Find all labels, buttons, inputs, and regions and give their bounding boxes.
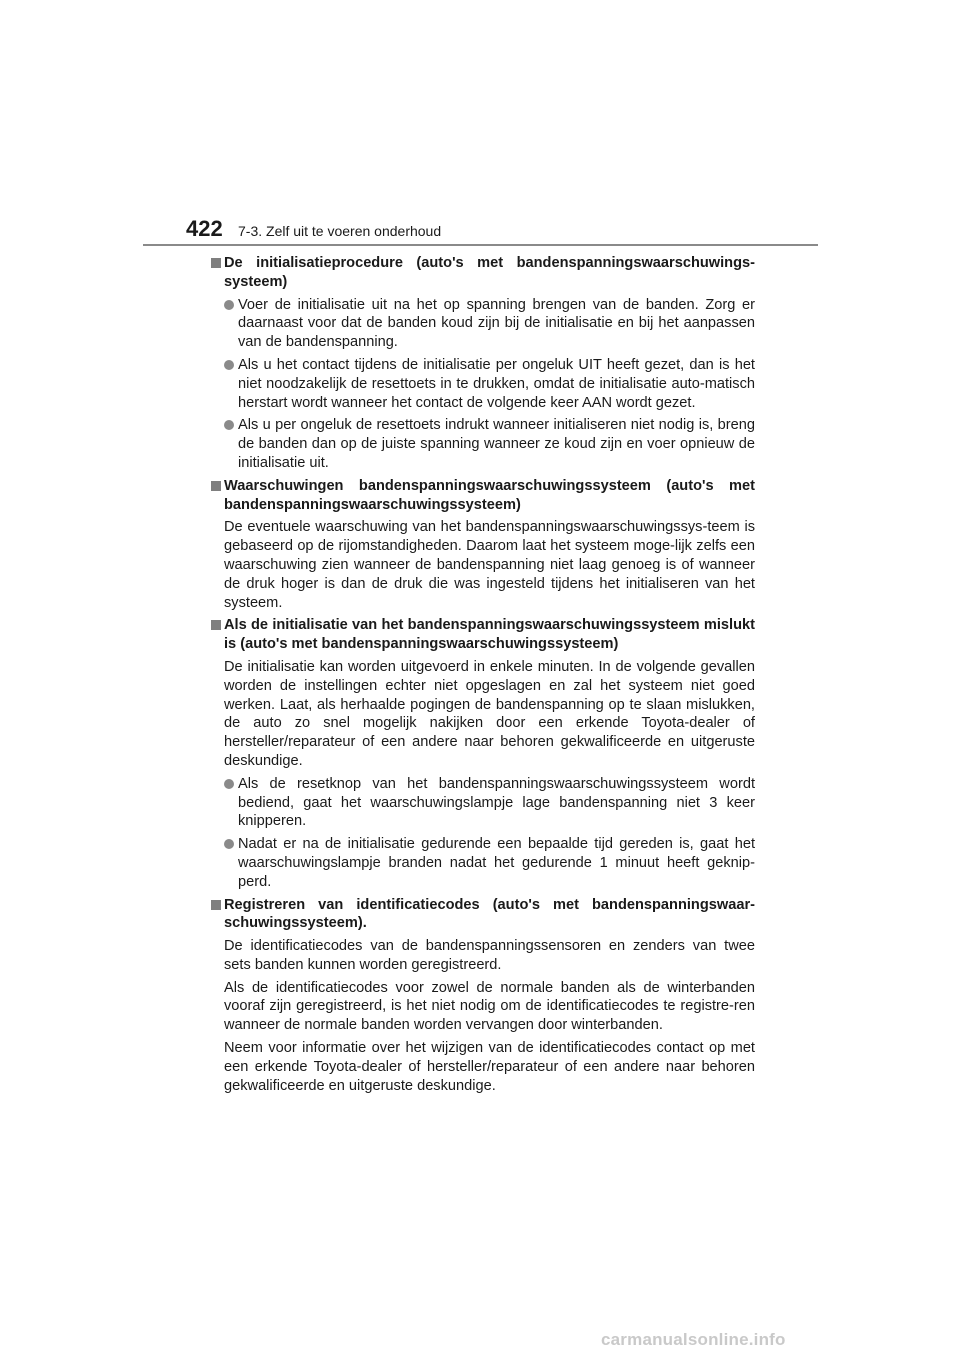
list-item	[224, 775, 755, 831]
round-bullet-icon	[224, 779, 234, 789]
page-number: 422	[186, 216, 223, 241]
list-item-text: Nadat er na de initialisatie gedurende een bepaalde tijd gereden is, gaat het waarschuwingslampje branden nadat het gedurende 1 minuut heeft geknip-perd.	[238, 836, 755, 890]
section-initialisation-procedure	[210, 254, 755, 473]
section-heading: Waarschuwingen bandenspanningswaarschuwingssysteem (auto's met bandenspanningswaarschuwingssysteem)	[224, 477, 755, 513]
section-warnings	[210, 477, 755, 613]
paragraph: Als de identificatiecodes voor zowel de normale banden als de winterbanden vooraf zijn geregistreerd, is het niet nodig om de identificatiecodes te registre-ren wanneer de normale banden worden vervangen door winterbanden.	[224, 979, 755, 1034]
page-content	[210, 254, 755, 1099]
square-bullet-icon	[211, 620, 221, 630]
list-item	[224, 416, 755, 472]
section-heading: De initialisatieprocedure (auto's met bandenspanningswaarschuwings-systeem)	[224, 255, 755, 290]
list-item	[224, 356, 755, 412]
list-item-text: Voer de initialisatie uit na het op spanning brengen van de banden. Zorg er daarnaast voor dat de banden koud zijn bij de initialisatie en bij het aanpassen van de bandenspanning.	[238, 296, 755, 351]
list-item-text: Als u per ongeluk de resettoets indrukt wanneer initialiseren niet nodig is, breng de banden dan op de juiste spanning wanneer ze koud zijn en voer opnieuw de initialisatie uit.	[238, 417, 755, 471]
section-initialisation-failed	[210, 616, 755, 891]
list-item	[224, 296, 755, 352]
round-bullet-icon	[224, 420, 234, 430]
paragraph: De eventuele waarschuwing van het bandenspanningswaarschuwingssys-teem is gebaseerd op de rijomstandigheden. Daarom laat het systeem moge-lijk zelfs een waarschuwing zien wanneer de bandenspanning niet laag genoeg is of wanneer de druk hoger is dan de druk die was ingesteld tijdens het initialiseren van het systeem.	[224, 519, 755, 611]
square-bullet-icon	[211, 900, 221, 910]
paragraph: Neem voor informatie over het wijzigen van de identificatiecodes contact op met een erkende Toyota-dealer of hersteller/reparateur of een andere naar behoren gekwalificeerde en uitgeruste deskundige.	[224, 1040, 755, 1094]
list-item-text: Als u het contact tijdens de initialisatie per ongeluk UIT heeft gezet, dan is het niet noodzakelijk de resettoets in te drukken, omdat de initialisatie auto-matisch herstart wordt wanneer het contact de volgende keer AAN wordt gezet.	[238, 356, 755, 411]
square-bullet-icon	[211, 481, 221, 491]
header-divider	[143, 244, 818, 246]
square-bullet-icon	[211, 258, 221, 268]
round-bullet-icon	[224, 839, 234, 849]
list-item-text: Als de resetknop van het bandenspanningswaarschuwingssysteem wordt bediend, gaat het waarschuwingslampje lage bandenspanning niet 3 keer knipperen.	[238, 775, 755, 830]
section-registering-id-codes	[210, 896, 755, 1096]
watermark-text: carmanualsonline.info	[601, 1330, 786, 1349]
section-heading: Registreren van identificatiecodes (auto's met bandenspanningswaar-schuwingssysteem).	[224, 896, 755, 932]
round-bullet-icon	[224, 300, 234, 310]
list-item	[224, 835, 755, 891]
paragraph: De initialisatie kan worden uitgevoerd in enkele minuten. In de volgende gevallen worden de instellingen echter niet opgeslagen en zal het systeem niet goed werken. Laat, als herhaalde pogingen de bandenspanning op te slaan mislukken, de auto zo snel mogelijk nakijken door een erkende Toyota-dealer of hersteller/reparateur of een andere naar behoren gekwalificeerde en uitgeruste deskundige.	[224, 658, 755, 769]
section-heading: Als de initialisatie van het bandenspanningswaarschuwingssysteem mislukt is (auto's met bandenspanningswaarschuwingssysteem)	[224, 617, 755, 653]
paragraph: De identificatiecodes van de bandenspanningssensoren en zenders van twee sets banden kunnen worden geregistreerd.	[224, 938, 755, 973]
chapter-title: 7-3. Zelf uit te voeren onderhoud	[238, 223, 442, 239]
round-bullet-icon	[224, 360, 234, 370]
